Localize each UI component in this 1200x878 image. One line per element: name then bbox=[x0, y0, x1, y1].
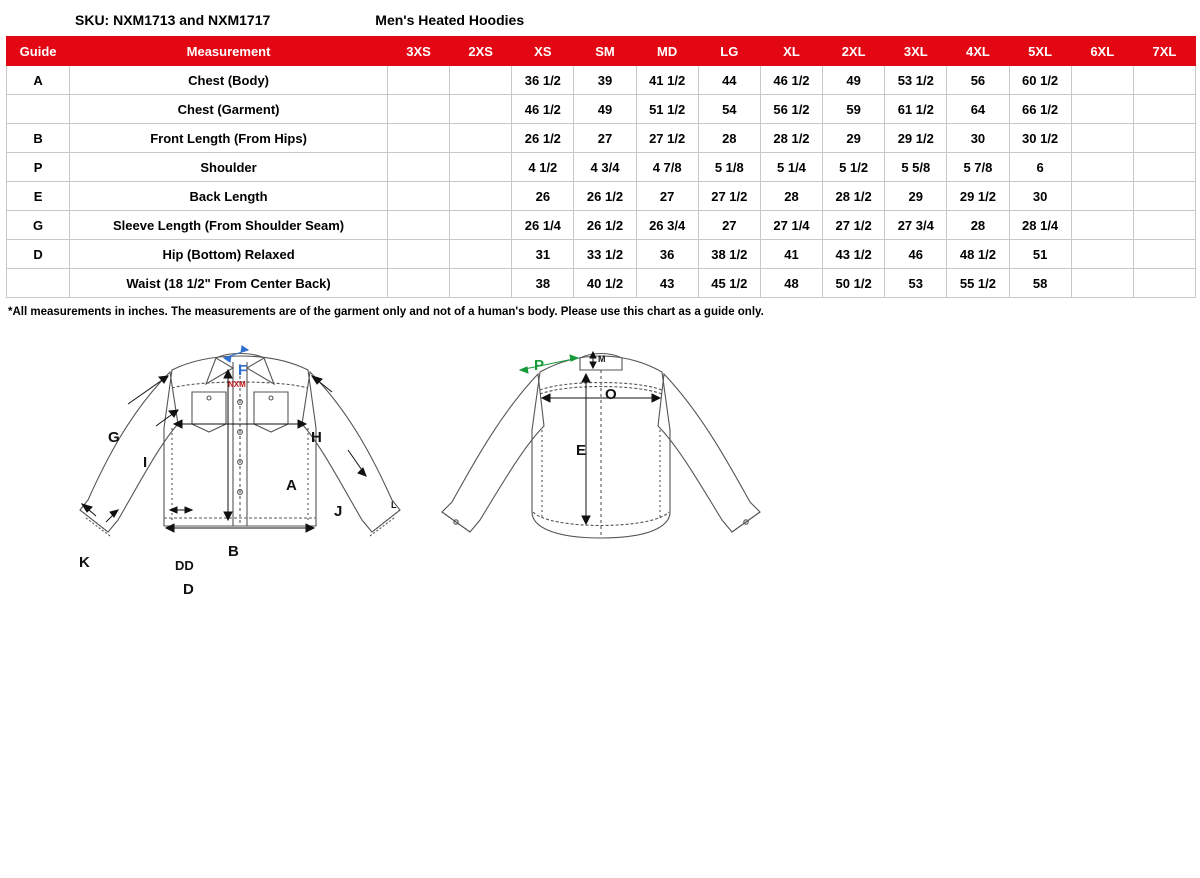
column-header: 5XL bbox=[1009, 37, 1071, 66]
value-cell bbox=[1071, 66, 1133, 95]
value-cell bbox=[1133, 211, 1195, 240]
value-cell: 46 1/2 bbox=[760, 66, 822, 95]
column-header: 7XL bbox=[1133, 37, 1195, 66]
diagram-label-e: E bbox=[576, 442, 587, 459]
guide-cell: G bbox=[7, 211, 70, 240]
value-cell bbox=[450, 95, 512, 124]
value-cell: 28 1/2 bbox=[823, 182, 885, 211]
value-cell: 26 1/2 bbox=[574, 211, 636, 240]
value-cell: 27 1/2 bbox=[823, 211, 885, 240]
value-cell: 51 1/2 bbox=[636, 95, 698, 124]
measurement-cell: Hip (Bottom) Relaxed bbox=[70, 240, 388, 269]
diagram-label-b: B bbox=[228, 543, 239, 560]
diagram-label-a: A bbox=[286, 477, 297, 494]
value-cell: 48 1/2 bbox=[947, 240, 1009, 269]
value-cell: 28 1/2 bbox=[760, 124, 822, 153]
value-cell: 36 1/2 bbox=[512, 66, 574, 95]
value-cell: 27 3/4 bbox=[885, 211, 947, 240]
value-cell: 66 1/2 bbox=[1009, 95, 1071, 124]
diagram-label-o: O bbox=[605, 386, 617, 403]
measurement-cell: Chest (Body) bbox=[70, 66, 388, 95]
value-cell: 26 3/4 bbox=[636, 211, 698, 240]
guide-cell: E bbox=[7, 182, 70, 211]
value-cell bbox=[1133, 66, 1195, 95]
table-header-row bbox=[7, 37, 1196, 66]
table-row bbox=[7, 240, 1196, 269]
value-cell: 26 bbox=[512, 182, 574, 211]
column-header: 2XL bbox=[823, 37, 885, 66]
table-row bbox=[7, 269, 1196, 298]
column-header: 3XL bbox=[885, 37, 947, 66]
guide-cell: P bbox=[7, 153, 70, 182]
diagram-label-k: K bbox=[79, 554, 90, 571]
back-garment-illustration bbox=[420, 332, 820, 592]
value-cell: 31 bbox=[512, 240, 574, 269]
value-cell bbox=[450, 211, 512, 240]
value-cell: 26 1/2 bbox=[574, 182, 636, 211]
guide-cell: D bbox=[7, 240, 70, 269]
value-cell: 56 1/2 bbox=[760, 95, 822, 124]
value-cell: 44 bbox=[698, 66, 760, 95]
value-cell: 27 bbox=[698, 211, 760, 240]
value-cell: 45 1/2 bbox=[698, 269, 760, 298]
value-cell: 54 bbox=[698, 95, 760, 124]
column-header: XL bbox=[760, 37, 822, 66]
value-cell: 60 1/2 bbox=[1009, 66, 1071, 95]
diagram-label-f: F bbox=[238, 362, 248, 379]
column-header: 4XL bbox=[947, 37, 1009, 66]
value-cell bbox=[387, 153, 449, 182]
diagram-label-l: L bbox=[391, 500, 397, 510]
value-cell: 30 bbox=[947, 124, 1009, 153]
value-cell bbox=[450, 182, 512, 211]
value-cell: 27 1/4 bbox=[760, 211, 822, 240]
column-header: 3XS bbox=[387, 37, 449, 66]
guide-cell: A bbox=[7, 66, 70, 95]
value-cell: 28 bbox=[947, 211, 1009, 240]
column-header: 6XL bbox=[1071, 37, 1133, 66]
value-cell bbox=[1133, 95, 1195, 124]
diagram-label-i: I bbox=[143, 454, 148, 471]
guide-cell bbox=[7, 269, 70, 298]
value-cell bbox=[1133, 269, 1195, 298]
value-cell: 40 1/2 bbox=[574, 269, 636, 298]
value-cell: 28 bbox=[698, 124, 760, 153]
garment-diagrams bbox=[0, 332, 1200, 598]
guide-cell: B bbox=[7, 124, 70, 153]
measurement-cell: Waist (18 1/2" From Center Back) bbox=[70, 269, 388, 298]
value-cell: 46 1/2 bbox=[512, 95, 574, 124]
value-cell bbox=[1133, 124, 1195, 153]
column-header: Guide bbox=[7, 37, 70, 66]
measurement-cell: Chest (Garment) bbox=[70, 95, 388, 124]
value-cell: 53 bbox=[885, 269, 947, 298]
value-cell: 5 5/8 bbox=[885, 153, 947, 182]
value-cell bbox=[387, 66, 449, 95]
value-cell: 39 bbox=[574, 66, 636, 95]
value-cell: 4 3/4 bbox=[574, 153, 636, 182]
value-cell: 4 1/2 bbox=[512, 153, 574, 182]
value-cell: 6 bbox=[1009, 153, 1071, 182]
value-cell: 27 bbox=[636, 182, 698, 211]
measurement-cell: Back Length bbox=[70, 182, 388, 211]
sku-text: SKU: NXM1713 and NXM1717 bbox=[75, 12, 271, 28]
value-cell: 43 1/2 bbox=[823, 240, 885, 269]
value-cell bbox=[450, 240, 512, 269]
diagram-label-p: P bbox=[534, 357, 545, 374]
diagram-label-g: G bbox=[108, 429, 120, 446]
value-cell: 41 bbox=[760, 240, 822, 269]
product-title: Men's Heated Hoodies bbox=[375, 12, 525, 28]
value-cell: 55 1/2 bbox=[947, 269, 1009, 298]
value-cell: 48 bbox=[760, 269, 822, 298]
value-cell bbox=[1071, 182, 1133, 211]
column-header: LG bbox=[698, 37, 760, 66]
value-cell: 30 bbox=[1009, 182, 1071, 211]
value-cell bbox=[387, 182, 449, 211]
front-garment-illustration bbox=[60, 332, 460, 592]
value-cell: 50 1/2 bbox=[823, 269, 885, 298]
value-cell: 5 1/8 bbox=[698, 153, 760, 182]
value-cell bbox=[1133, 153, 1195, 182]
diagram-label-j: J bbox=[334, 503, 343, 520]
value-cell bbox=[1071, 240, 1133, 269]
value-cell: 28 1/4 bbox=[1009, 211, 1071, 240]
table-row bbox=[7, 95, 1196, 124]
diagram-label-brand: NXM bbox=[228, 380, 246, 389]
column-header: MD bbox=[636, 37, 698, 66]
value-cell: 29 1/2 bbox=[947, 182, 1009, 211]
value-cell bbox=[1071, 95, 1133, 124]
value-cell: 26 1/2 bbox=[512, 124, 574, 153]
value-cell: 28 bbox=[760, 182, 822, 211]
value-cell: 29 bbox=[823, 124, 885, 153]
value-cell bbox=[450, 124, 512, 153]
value-cell bbox=[1071, 269, 1133, 298]
measurement-cell: Sleeve Length (From Shoulder Seam) bbox=[70, 211, 388, 240]
value-cell bbox=[1071, 211, 1133, 240]
value-cell: 5 1/2 bbox=[823, 153, 885, 182]
value-cell: 38 1/2 bbox=[698, 240, 760, 269]
value-cell bbox=[1133, 182, 1195, 211]
value-cell: 64 bbox=[947, 95, 1009, 124]
measurement-cell: Shoulder bbox=[70, 153, 388, 182]
column-header: 2XS bbox=[450, 37, 512, 66]
value-cell: 49 bbox=[574, 95, 636, 124]
value-cell: 29 1/2 bbox=[885, 124, 947, 153]
diagram-label-m: M bbox=[598, 354, 606, 364]
value-cell bbox=[1133, 240, 1195, 269]
diagram-label-d: D bbox=[183, 581, 194, 598]
value-cell: 43 bbox=[636, 269, 698, 298]
value-cell: 27 1/2 bbox=[636, 124, 698, 153]
size-chart-table bbox=[6, 36, 1196, 298]
column-header: XS bbox=[512, 37, 574, 66]
value-cell: 33 1/2 bbox=[574, 240, 636, 269]
column-header: Measurement bbox=[70, 37, 388, 66]
value-cell: 26 1/4 bbox=[512, 211, 574, 240]
value-cell: 36 bbox=[636, 240, 698, 269]
value-cell bbox=[387, 124, 449, 153]
guide-cell bbox=[7, 95, 70, 124]
value-cell: 38 bbox=[512, 269, 574, 298]
value-cell bbox=[1071, 153, 1133, 182]
value-cell bbox=[387, 269, 449, 298]
value-cell: 27 bbox=[574, 124, 636, 153]
table-row bbox=[7, 211, 1196, 240]
value-cell: 49 bbox=[823, 66, 885, 95]
value-cell: 27 1/2 bbox=[698, 182, 760, 211]
table-row bbox=[7, 124, 1196, 153]
value-cell: 61 1/2 bbox=[885, 95, 947, 124]
table-row bbox=[7, 66, 1196, 95]
value-cell: 5 1/4 bbox=[760, 153, 822, 182]
value-cell bbox=[450, 269, 512, 298]
table-row bbox=[7, 182, 1196, 211]
document-header bbox=[0, 0, 1200, 36]
diagram-label-h: H bbox=[311, 429, 322, 446]
value-cell: 51 bbox=[1009, 240, 1071, 269]
value-cell bbox=[450, 153, 512, 182]
column-header: SM bbox=[574, 37, 636, 66]
value-cell: 5 7/8 bbox=[947, 153, 1009, 182]
value-cell bbox=[450, 66, 512, 95]
table-row bbox=[7, 153, 1196, 182]
diagram-label-dd: DD bbox=[175, 558, 194, 573]
value-cell: 46 bbox=[885, 240, 947, 269]
value-cell: 29 bbox=[885, 182, 947, 211]
value-cell: 41 1/2 bbox=[636, 66, 698, 95]
value-cell: 30 1/2 bbox=[1009, 124, 1071, 153]
measurement-footnote: *All measurements in inches. The measurements are of the garment only and not of a human's body. Please use this chart as a guide only. bbox=[8, 306, 764, 318]
value-cell bbox=[1071, 124, 1133, 153]
value-cell bbox=[387, 95, 449, 124]
value-cell: 56 bbox=[947, 66, 1009, 95]
value-cell: 53 1/2 bbox=[885, 66, 947, 95]
value-cell: 58 bbox=[1009, 269, 1071, 298]
measurement-cell: Front Length (From Hips) bbox=[70, 124, 388, 153]
value-cell bbox=[387, 240, 449, 269]
value-cell bbox=[387, 211, 449, 240]
value-cell: 59 bbox=[823, 95, 885, 124]
value-cell: 4 7/8 bbox=[636, 153, 698, 182]
